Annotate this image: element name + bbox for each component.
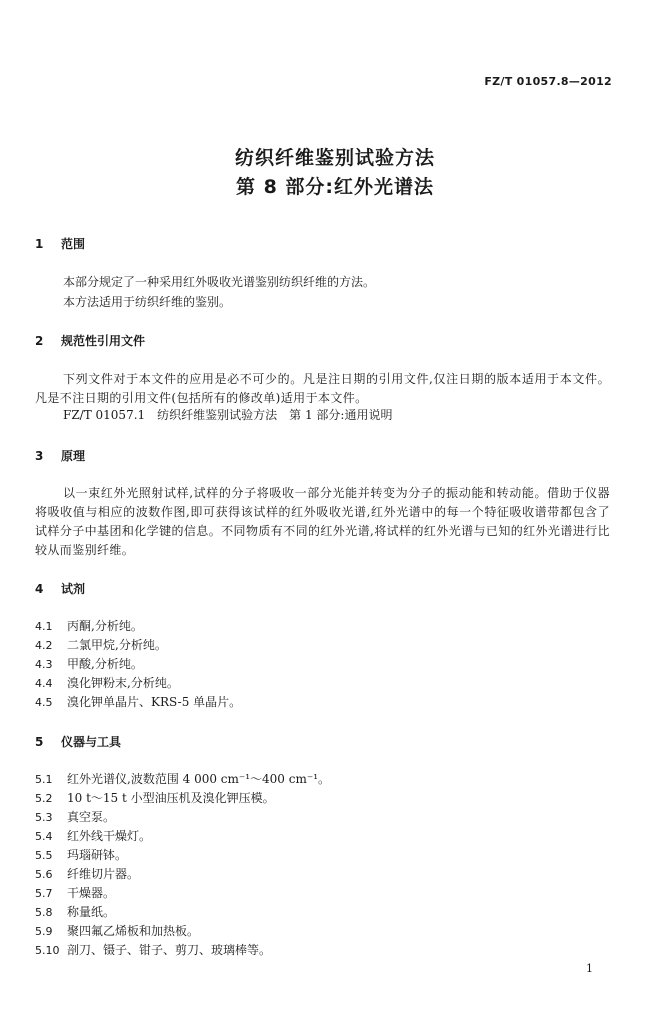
page-number: 1 xyxy=(586,962,593,975)
section-title: 规范性引用文件 xyxy=(61,334,146,348)
list-item xyxy=(35,903,115,920)
item-text: 纤维切片器。 xyxy=(67,867,140,881)
item-number: 4.4 xyxy=(35,677,53,690)
list-item xyxy=(35,884,115,901)
list-item xyxy=(35,808,115,825)
list-item xyxy=(35,922,199,939)
item-number: 4.3 xyxy=(35,658,53,671)
paragraph: 下列文件对于本文件的应用是必不可少的。凡是注日期的引用文件,仅注日期的版本适用于本文件。凡是不注日期的引用文件(包括所有的修改单)适用于本文件。 xyxy=(35,372,610,405)
paragraph: 本部分规定了一种采用红外吸收光谱鉴别纺织纤维的方法。 xyxy=(63,275,376,289)
item-text: 甲酸,分析纯。 xyxy=(67,657,143,671)
paragraph: 本方法适用于纺织纤维的鉴别。 xyxy=(63,295,232,309)
item-number: 5.8 xyxy=(35,906,53,919)
item-text: 溴化钾单晶片、KRS-5 单晶片。 xyxy=(67,695,242,709)
item-number: 4.1 xyxy=(35,620,53,633)
section-1-heading xyxy=(35,235,85,252)
list-item xyxy=(35,770,330,787)
item-text: 红外线干燥灯。 xyxy=(67,829,152,843)
section-title: 仪器与工具 xyxy=(61,735,122,749)
item-number: 5.6 xyxy=(35,868,53,881)
section-title: 范围 xyxy=(61,237,86,251)
section-4-heading xyxy=(35,580,85,597)
item-number: 4.5 xyxy=(35,696,53,709)
normative-reference: FZ/T 01057.1 纺织纤维鉴别试验方法 第 1 部分:通用说明 xyxy=(63,408,393,422)
section-2-heading xyxy=(35,332,145,349)
item-text: 剖刀、镊子、钳子、剪刀、玻璃棒等。 xyxy=(67,943,272,957)
item-number: 5.4 xyxy=(35,830,53,843)
item-number: 5.1 xyxy=(35,773,53,786)
list-item xyxy=(35,674,179,691)
list-item xyxy=(35,693,241,710)
item-text: 10 t～15 t 小型油压机及溴化钾压模。 xyxy=(67,791,275,805)
standard-number: FZ/T 01057.8—2012 xyxy=(484,75,612,88)
item-text: 玛瑙研钵。 xyxy=(67,848,128,862)
paragraph: 以一束红外光照射试样,试样的分子将吸收一部分光能并转变为分子的振动能和转动能。借助于仪器将吸收值与相应的波数作图,即可获得该试样的红外吸收光谱,红外光谱中的每一个特征吸收谱带都包含了试样分子中基团和化学键的信息。不同物质有不同的红外光谱,将试样的红外光谱与已知的红外光谱进行比较从而鉴别纤维。 xyxy=(35,486,610,557)
item-number: 5.2 xyxy=(35,792,53,805)
section-title: 原理 xyxy=(61,449,86,463)
list-item xyxy=(35,846,127,863)
list-item xyxy=(35,865,139,882)
item-text: 溴化钾粉末,分析纯。 xyxy=(67,676,179,690)
item-text: 聚四氟乙烯板和加热板。 xyxy=(67,924,200,938)
item-text: 丙酮,分析纯。 xyxy=(67,619,143,633)
section-number: 4 xyxy=(35,582,44,596)
item-number: 4.2 xyxy=(35,639,53,652)
section-5-heading xyxy=(35,733,121,750)
list-item xyxy=(35,617,143,634)
item-text: 干燥器。 xyxy=(67,886,116,900)
section-number: 1 xyxy=(35,237,44,251)
item-number: 5.10 xyxy=(35,944,60,957)
document-subtitle: 第 8 部分:红外光谱法 xyxy=(235,176,435,198)
item-text: 真空泵。 xyxy=(67,810,116,824)
list-item xyxy=(35,941,271,958)
item-text: 二氯甲烷,分析纯。 xyxy=(67,638,167,652)
section-number: 3 xyxy=(35,449,44,463)
section-title: 试剂 xyxy=(61,582,86,596)
item-number: 5.7 xyxy=(35,887,53,900)
list-item xyxy=(35,636,167,653)
document-title: 纺织纤维鉴别试验方法 xyxy=(234,147,435,169)
item-number: 5.9 xyxy=(35,925,53,938)
item-number: 5.3 xyxy=(35,811,53,824)
item-number: 5.5 xyxy=(35,849,53,862)
section-number: 2 xyxy=(35,334,44,348)
section-number: 5 xyxy=(35,735,44,749)
list-item xyxy=(35,789,275,806)
list-item xyxy=(35,655,143,672)
item-text: 称量纸。 xyxy=(67,905,116,919)
item-text: 红外光谱仪,波数范围 4 000 cm⁻¹～400 cm⁻¹。 xyxy=(67,772,331,786)
list-item xyxy=(35,827,151,844)
section-3-heading xyxy=(35,447,85,464)
